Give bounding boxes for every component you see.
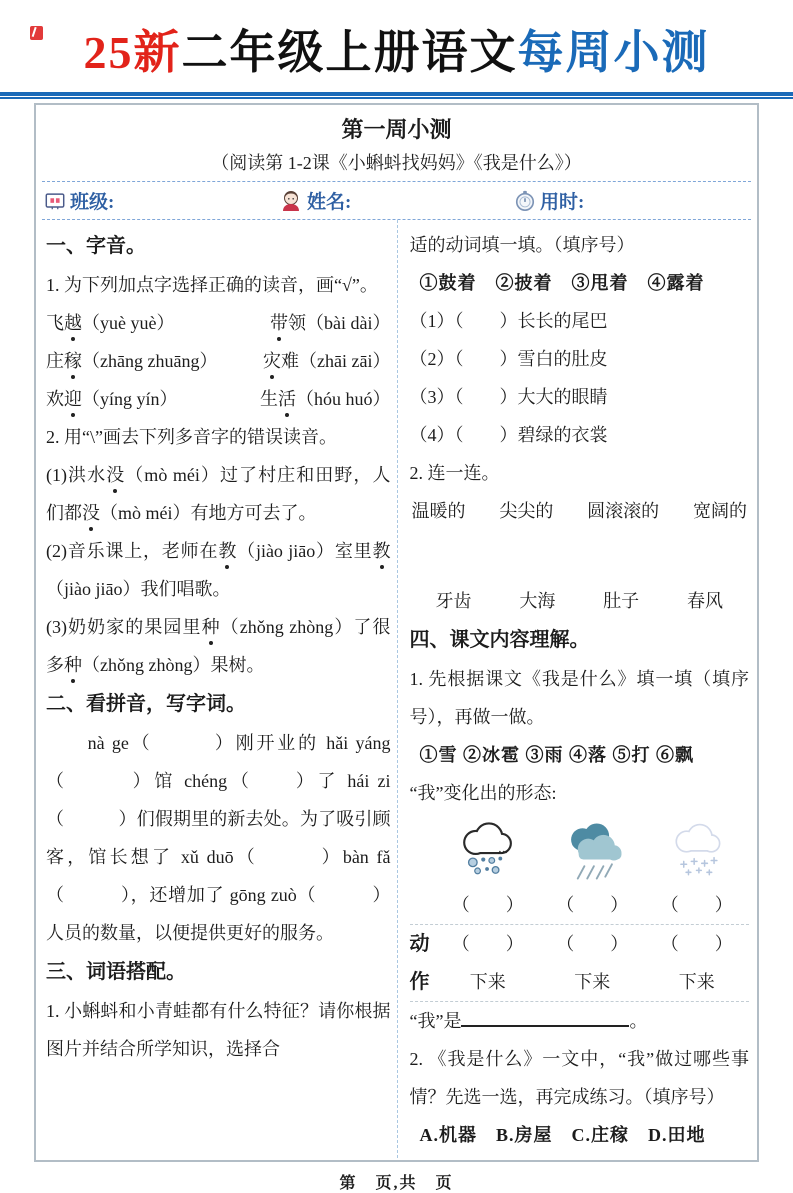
section3-title: 三、词语搭配。 bbox=[46, 961, 186, 983]
form-name-blank-2[interactable]: （ ） bbox=[556, 895, 629, 915]
page-title bbox=[0, 22, 793, 84]
girl-avatar-icon bbox=[279, 189, 303, 213]
week-subtitle: （阅读第 1-2课《小蝌蚪找妈妈》《我是什么》） bbox=[211, 153, 582, 173]
match-word: 尖尖的 bbox=[499, 501, 554, 521]
word-pair: 庄稼（zhāng zhuāng） bbox=[46, 342, 217, 380]
match-row-top bbox=[410, 492, 750, 530]
match-word: 圆滚滚的 bbox=[587, 501, 660, 521]
q2-item-1: (1)洪水没（mò méi）过了村庄和田野，人们都没（mò méi）有地方可去了。 bbox=[46, 456, 391, 532]
page-title-red: 25新 bbox=[83, 27, 182, 78]
q2-item-2: (2)音乐课上，老师在教（jiào jiāo）室里教（jiào jiāo）我们唱歌。 bbox=[46, 532, 391, 608]
q2-item-3: (3)奶奶家的果园里种（zhǒng zhòng）了很多种（zhǒng zhòng）果树。 bbox=[46, 608, 391, 684]
forms-table bbox=[410, 814, 750, 1002]
fill-item-4: （4）（ ）碧绿的衣裳 bbox=[409, 425, 608, 445]
match-word: 牙齿 bbox=[435, 591, 472, 611]
match-word: 大海 bbox=[519, 591, 556, 611]
left-column bbox=[42, 220, 397, 1158]
fill-item-1: （1）（ ）长长的尾巴 bbox=[409, 311, 608, 331]
word-row-3 bbox=[46, 380, 391, 418]
class-field[interactable] bbox=[44, 187, 279, 214]
section1-q1: 1. 为下列加点字选择正确的读音，画“√”。 bbox=[46, 275, 378, 295]
verb-options: ①鼓着 ②披着 ③甩着 ④露着 bbox=[419, 273, 705, 293]
match-row-bottom bbox=[410, 582, 750, 620]
section4-title: 四、课文内容理解。 bbox=[409, 629, 590, 651]
forms-label: “我”变化出的形态: bbox=[409, 783, 557, 803]
fill-item-3: （3）（ ）大大的眼睛 bbox=[409, 387, 608, 407]
match-word: 宽阔的 bbox=[692, 501, 747, 521]
section4-choices: A.机器 B.房屋 C.庄稼 D.田地 bbox=[419, 1125, 706, 1145]
match-word: 肚子 bbox=[603, 591, 640, 611]
title-divider bbox=[0, 92, 793, 99]
student-info-row bbox=[42, 181, 751, 220]
section4-q2: 2. 《我是什么》一文中，“我”做过哪些事情？先选一选，再完成练习。（填序号） bbox=[409, 1049, 749, 1107]
word-row-1 bbox=[46, 304, 391, 342]
form-name-blank-1[interactable]: （ ） bbox=[451, 895, 524, 915]
match-title: 2. 连一连。 bbox=[409, 463, 500, 483]
down-word-2: 下来 bbox=[574, 972, 611, 992]
stopwatch-icon bbox=[514, 190, 536, 212]
section3-q1: 1. 小蝌蚪和小青蛙都有什么特征？请你根据图片并结合所学知识，选择合 bbox=[46, 1001, 391, 1059]
match-word: 温暖的 bbox=[411, 501, 466, 521]
fill-item-2: （2）（ ）雪白的肚皮 bbox=[409, 349, 608, 369]
section2-title: 二、看拼音，写字词。 bbox=[46, 693, 246, 715]
section2-paragraph: nà ge（ ）刚开业的 hǎi yáng（ ）馆 chéng（ ）了 hái zi（ ）们假期里的新去处。为了吸引顾客，馆长想了 xǔ duō（ ）bàn fǎ（ ），还增加了 gōng zuò（ ）人员的数量，以便提供更好的服务。 bbox=[46, 733, 391, 943]
name-field[interactable] bbox=[279, 187, 514, 214]
action-blank-1[interactable]: （ ） bbox=[451, 934, 524, 954]
down-word-3: 下来 bbox=[678, 972, 715, 992]
word-pair: 灾难（zhāi zāi） bbox=[263, 342, 390, 380]
right-column bbox=[397, 220, 752, 1158]
week-title: 第一周小测 bbox=[341, 117, 452, 142]
form-name-blank-3[interactable]: （ ） bbox=[660, 895, 733, 915]
blackboard-icon bbox=[44, 190, 66, 212]
i-am-prefix: “我”是 bbox=[409, 1011, 462, 1031]
section1-title: 一、字音。 bbox=[46, 235, 146, 257]
word-pair: 飞越（yuè yuè） bbox=[46, 304, 174, 342]
action-blank-3[interactable]: （ ） bbox=[660, 934, 733, 954]
corner-logo bbox=[30, 26, 43, 40]
action-label-top: 动 bbox=[409, 933, 430, 955]
page-title-black: 二年级上册语文 bbox=[181, 27, 518, 78]
snow-cloud-icon bbox=[645, 814, 750, 886]
name-label: 姓名: bbox=[307, 192, 352, 213]
hail-cloud-icon bbox=[436, 814, 541, 886]
time-label: 用时: bbox=[540, 192, 585, 213]
down-word-1: 下来 bbox=[469, 972, 506, 992]
section3-q1-continued: 适的动词填一填。（填序号） bbox=[409, 235, 635, 255]
word-pair: 生活（hóu huó） bbox=[260, 380, 391, 418]
section1-q2: 2. 用“\”画去下列多音字的错误读音。 bbox=[46, 427, 337, 447]
action-blank-2[interactable]: （ ） bbox=[556, 934, 629, 954]
match-word: 春风 bbox=[686, 591, 723, 611]
class-label: 班级: bbox=[70, 192, 115, 213]
page-title-blue: 每周小测 bbox=[517, 27, 710, 78]
i-am-line bbox=[410, 1002, 750, 1040]
i-am-suffix: 。 bbox=[629, 1011, 648, 1031]
word-pair: 带领（bài dài） bbox=[270, 304, 390, 342]
time-field[interactable] bbox=[514, 187, 749, 214]
word-pair: 欢迎（yíng yín） bbox=[46, 380, 178, 418]
word-row-2 bbox=[46, 342, 391, 380]
action-label-bottom: 作 bbox=[409, 971, 430, 993]
section4-options: ①雪 ②冰雹 ③雨 ④落 ⑤打 ⑥飘 bbox=[419, 745, 694, 765]
page-footer: 第 页,共 页 bbox=[339, 1175, 454, 1192]
rain-cloud-icon bbox=[540, 814, 645, 886]
section4-q1: 1. 先根据课文《我是什么》填一填（填序号），再做一做。 bbox=[409, 669, 749, 727]
i-am-blank[interactable] bbox=[461, 1005, 629, 1027]
worksheet-box bbox=[34, 103, 759, 1162]
